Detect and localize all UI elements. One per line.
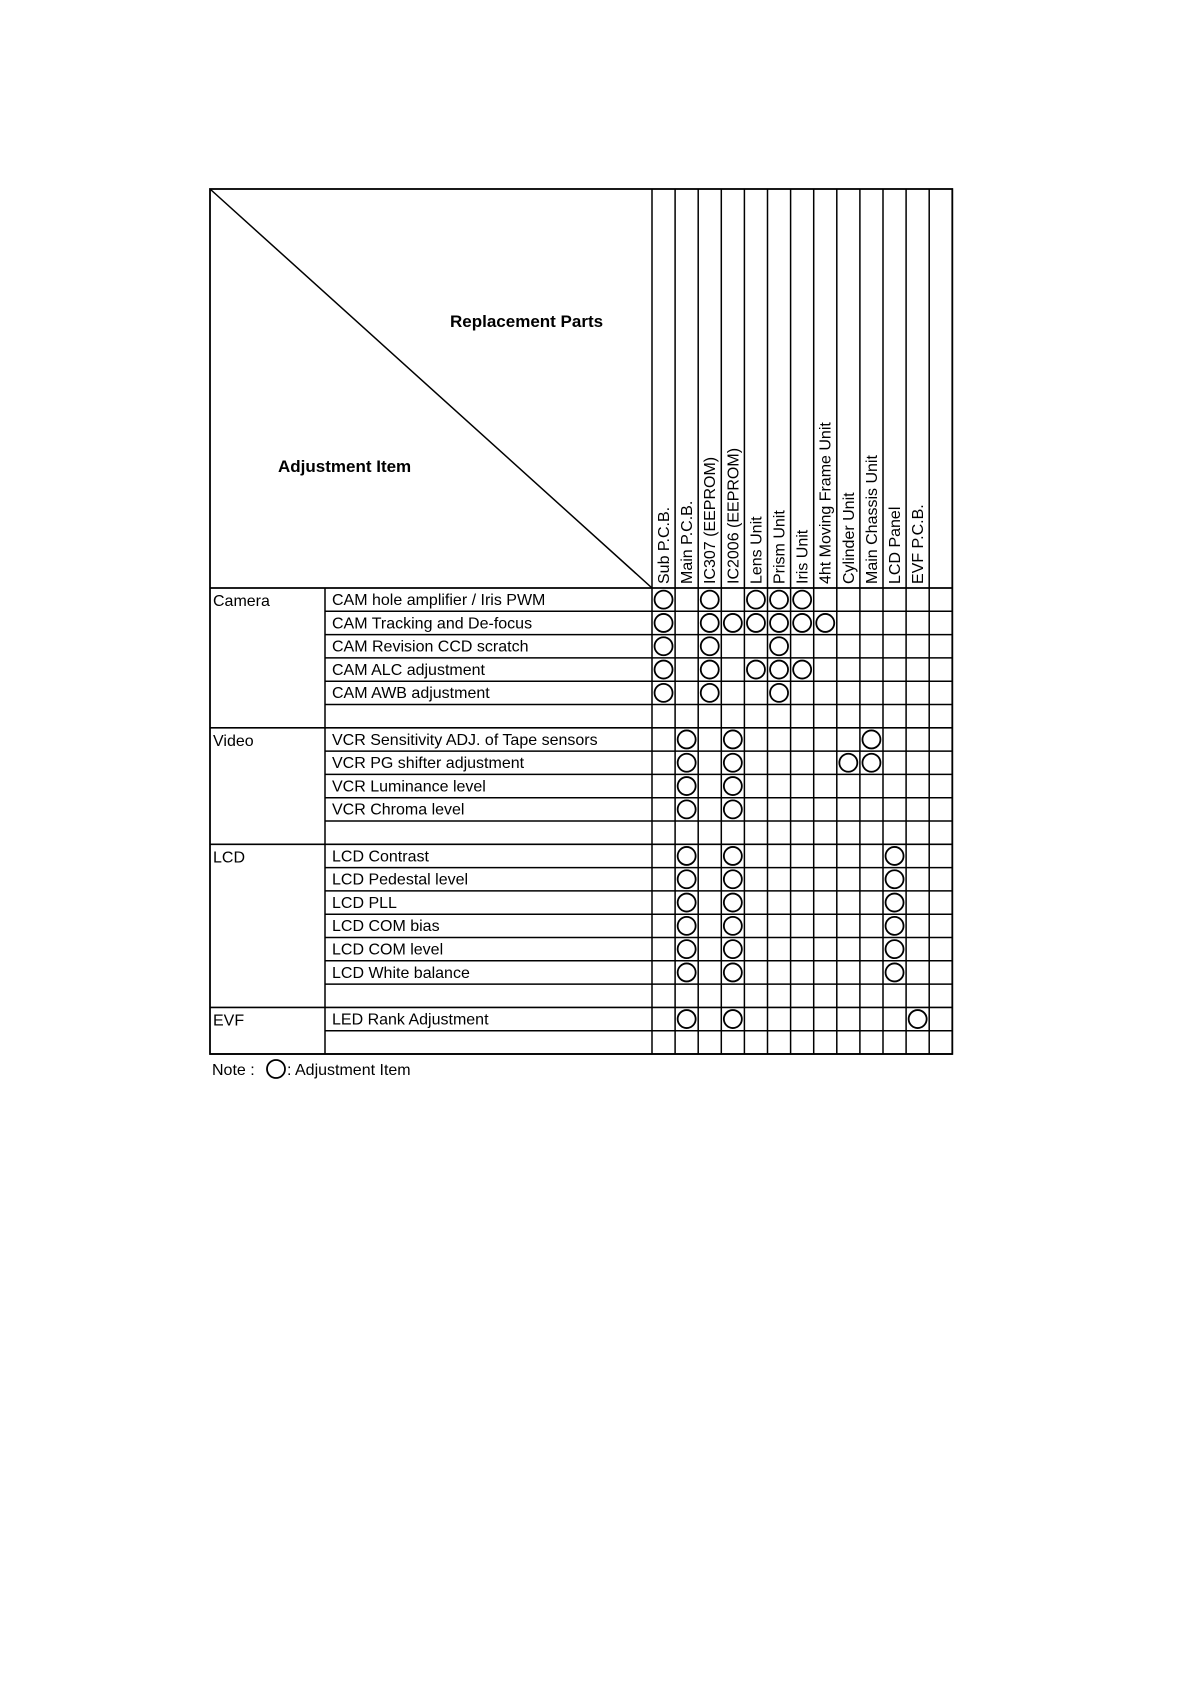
- note-prefix: Note :: [212, 1062, 255, 1079]
- adjustment-mark-circle-icon: [839, 754, 857, 772]
- adjustment-mark-circle-icon: [770, 661, 788, 679]
- group-label: EVF: [213, 1012, 245, 1030]
- adjustment-mark-circle-icon: [701, 614, 719, 632]
- adjustment-mark-circle-icon: [793, 661, 811, 679]
- column-header: Sub P.C.B.: [656, 506, 673, 584]
- column-header: Main Chassis Unit: [863, 455, 881, 584]
- note-text: : Adjustment Item: [287, 1062, 411, 1079]
- adjustment-mark-circle-icon: [655, 637, 673, 655]
- adjustment-mark-circle-icon: [655, 614, 673, 632]
- adjustment-item-label: LCD COM bias: [332, 918, 440, 936]
- adjustment-item-label: VCR Chroma level: [332, 801, 465, 819]
- adjustment-mark-circle-icon: [724, 963, 742, 981]
- column-header: Main P.C.B.: [679, 500, 697, 584]
- column-header: Lens Unit: [748, 516, 766, 584]
- adjustment-mark-circle-icon: [770, 591, 788, 609]
- adjustment-mark-circle-icon: [678, 940, 696, 958]
- column-header: Prism Unit: [771, 510, 789, 584]
- adjustment-mark-circle-icon: [886, 870, 904, 888]
- adjustment-mark-circle-icon: [701, 684, 719, 702]
- column-header: Cylinder Unit: [840, 492, 858, 584]
- adjustment-mark-circle-icon: [886, 917, 904, 935]
- adjustment-item-label: LED Rank Adjustment: [332, 1011, 489, 1029]
- adjustment-mark-circle-icon: [678, 917, 696, 935]
- adjustment-mark-circle-icon: [701, 637, 719, 655]
- adjustment-mark-circle-icon: [886, 963, 904, 981]
- adjustment-mark-circle-icon: [724, 614, 742, 632]
- column-header: 4ht Moving Frame Unit: [817, 422, 835, 584]
- adjustment-mark-circle-icon: [724, 917, 742, 935]
- adjustment-mark-circle-icon: [747, 614, 765, 632]
- adjustment-mark-circle-icon: [678, 870, 696, 888]
- adjustment-item-label: LCD Contrast: [332, 848, 429, 866]
- adjustment-mark-circle-icon: [678, 730, 696, 748]
- replacement-parts-heading: Replacement Parts: [450, 312, 604, 331]
- column-header: Iris Unit: [794, 529, 812, 584]
- adjustment-mark-circle-icon: [678, 800, 696, 818]
- adjustment-mark-circle-icon: [678, 894, 696, 912]
- adjustment-item-label: CAM AWB adjustment: [332, 685, 490, 703]
- adjustment-item-label: CAM hole amplifier / Iris PWM: [332, 592, 546, 609]
- adjustment-mark-circle-icon: [724, 777, 742, 795]
- adjustment-mark-circle-icon: [724, 1010, 742, 1028]
- adjustment-mark-circle-icon: [862, 754, 880, 772]
- adjustment-mark-circle-icon: [793, 591, 811, 609]
- group-label: Camera: [213, 593, 270, 610]
- adjustment-mark-circle-icon: [678, 847, 696, 865]
- adjustment-mark-circle-icon: [655, 661, 673, 679]
- adjustment-item-label: LCD White balance: [332, 964, 470, 982]
- adjustment-mark-circle-icon: [909, 1010, 927, 1028]
- header-diagonal-line: [210, 189, 652, 588]
- adjustment-mark-circle-icon: [678, 754, 696, 772]
- adjustment-item-label: LCD PLL: [332, 894, 397, 912]
- adjustment-mark-circle-icon: [886, 940, 904, 958]
- adjustment-mark-circle-icon: [770, 637, 788, 655]
- adjustment-mark-circle-icon: [747, 661, 765, 679]
- adjustment-mark-circle-icon: [701, 661, 719, 679]
- adjustment-mark-circle-icon: [678, 1010, 696, 1028]
- adjustment-mark-circle-icon: [724, 730, 742, 748]
- column-header: LCD Panel: [887, 506, 904, 584]
- adjustment-mark-circle-icon: [816, 614, 834, 632]
- adjustment-item-heading: Adjustment Item: [278, 457, 412, 476]
- column-header: IC307 (EEPROM): [702, 456, 720, 584]
- adjustment-item-label: VCR PG shifter adjustment: [332, 755, 525, 773]
- adjustment-mark-circle-icon: [724, 894, 742, 912]
- adjustment-mark-circle-icon: [724, 870, 742, 888]
- adjustment-mark-circle-icon: [655, 591, 673, 609]
- adjustment-mark-circle-icon: [886, 894, 904, 912]
- column-header: EVF P.C.B.: [910, 504, 928, 584]
- adjustment-mark-circle-icon: [724, 800, 742, 818]
- adjustment-mark-circle-icon: [678, 963, 696, 981]
- adjustment-mark-circle-icon: [770, 614, 788, 632]
- adjustment-mark-circle-icon: [724, 754, 742, 772]
- adjustment-mark-circle-icon: [701, 591, 719, 609]
- adjustment-item-label: CAM Revision CCD scratch: [332, 638, 529, 656]
- adjustment-item-label: CAM Tracking and De-focus: [332, 615, 533, 633]
- group-label: Video: [213, 732, 254, 750]
- adjustment-mark-circle-icon: [793, 614, 811, 632]
- adjustment-mark-circle-icon: [724, 940, 742, 958]
- adjustment-item-label: LCD Pedestal level: [332, 871, 469, 889]
- adjustment-item-label: LCD COM level: [332, 941, 444, 959]
- adjustment-item-label: VCR Sensitivity ADJ. of Tape sensors: [332, 731, 598, 749]
- adjustment-mark-circle-icon: [862, 730, 880, 748]
- adjustment-item-label: CAM ALC adjustment: [332, 661, 485, 679]
- adjustment-mark-circle-icon: [655, 684, 673, 702]
- adjustment-mark-circle-icon: [770, 684, 788, 702]
- adjustment-mark-circle-icon: [886, 847, 904, 865]
- note-circle-icon: [267, 1060, 285, 1078]
- adjustment-item-label: VCR Luminance level: [332, 778, 486, 796]
- group-label: LCD: [213, 849, 246, 867]
- column-header: IC2006 (EEPROM): [725, 447, 743, 584]
- adjustment-mark-circle-icon: [724, 847, 742, 865]
- adjustment-mark-circle-icon: [678, 777, 696, 795]
- adjustment-mark-circle-icon: [747, 591, 765, 609]
